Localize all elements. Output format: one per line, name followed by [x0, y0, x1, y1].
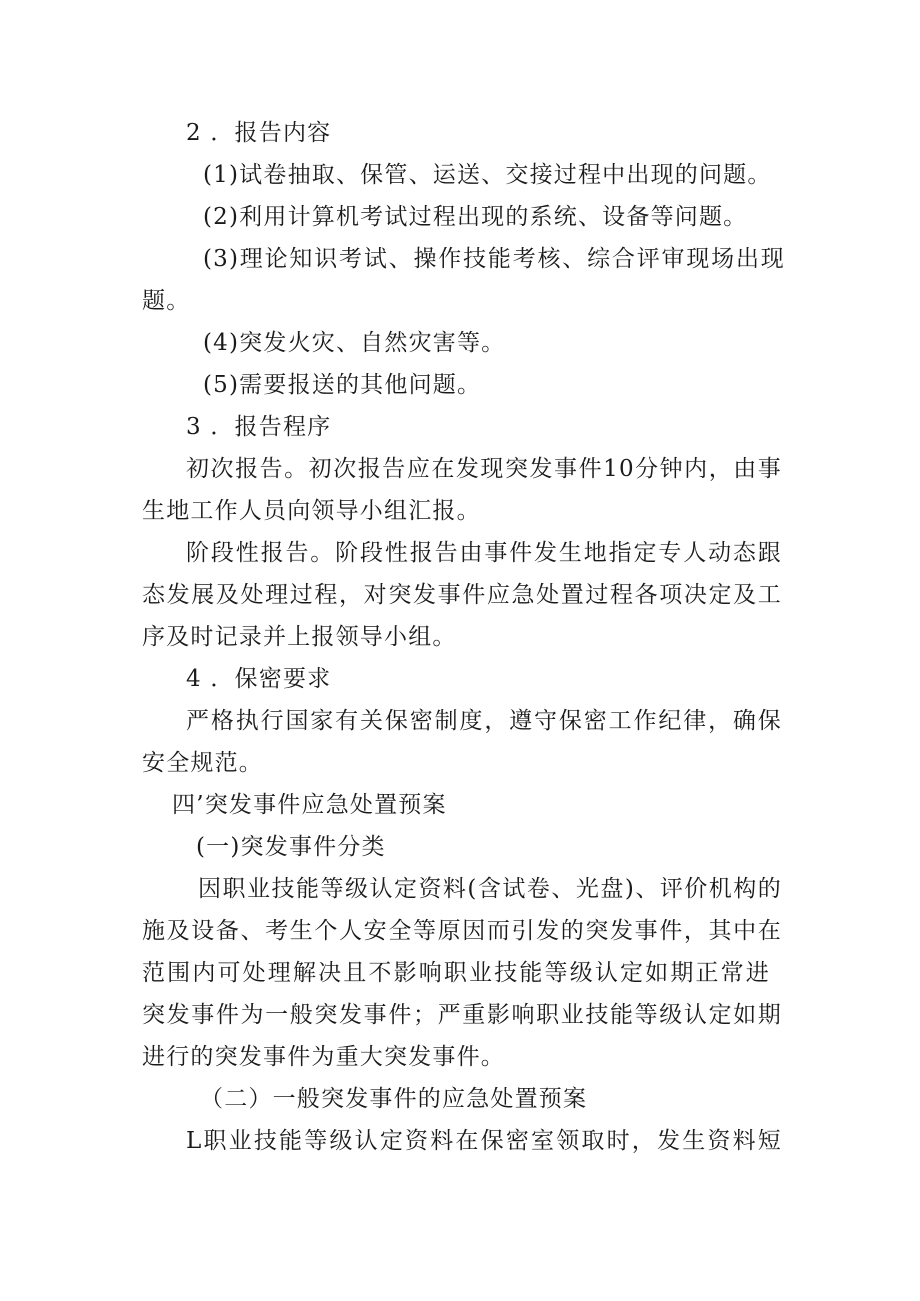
- paragraph-stage-report-line-2: 态发展及处理过程，对突发事件应急处置过程各项决定及工: [142, 582, 782, 608]
- paragraph-stage-report: 阶段性报告。阶段性报告由事件发生地指定专人动态跟: [186, 540, 782, 566]
- paragraph-classification-line-4: 突发事件为一般突发事件；严重影响职业技能等级认定如期: [142, 1002, 782, 1028]
- section-heading-4: 四’突发事件应急处置预案: [172, 792, 447, 818]
- subheading-classification: (一)突发事件分类: [196, 834, 386, 860]
- list-item-1: (1)试卷抽取、保管、运送、交接过程中出现的问题。: [203, 162, 772, 188]
- list-item-3: (3)理论知识考试、操作技能考核、综合评审现场出现: [203, 246, 785, 272]
- paragraph-initial-report: 初次报告。初次报告应在发现突发事件10分钟内，由事: [186, 456, 782, 482]
- heading-report-procedure: 3 ．报告程序: [186, 414, 332, 440]
- paragraph-classification-line-3: 范围内可处理解决且不影响职业技能等级认定如期正常进: [142, 960, 770, 986]
- paragraph-classification-line-2: 施及设备、考生个人安全等原因而引发的突发事件，其中在: [142, 918, 782, 944]
- heading-confidentiality: 4 ．保密要求: [186, 666, 332, 692]
- paragraph-classification: 因职业技能等级认定资料(含试卷、光盘)、评价机构的: [198, 876, 782, 902]
- paragraph-confidentiality-continued: 安全规范。: [142, 750, 263, 776]
- paragraph-plan-item-1: L职业技能等级认定资料在保密室领取时，发生资料短: [186, 1128, 782, 1154]
- list-item-4: (4)突发火灾、自然灾害等。: [203, 330, 506, 356]
- list-item-3-continued: 题。: [142, 288, 191, 314]
- heading-report-content: 2 ．报告内容: [186, 120, 332, 146]
- paragraph-confidentiality: 严格执行国家有关保密制度，遵守保密工作纪律，确保: [186, 708, 782, 734]
- paragraph-initial-report-continued: 生地工作人员向领导小组汇报。: [142, 498, 481, 524]
- subheading-general-emergency-plan: （二）一般突发事件的应急处置预案: [200, 1086, 588, 1112]
- list-item-5: (5)需要报送的其他问题。: [203, 372, 482, 398]
- list-item-2: (2)利用计算机考试过程出现的系统、设备等问题。: [203, 204, 748, 230]
- paragraph-classification-line-5: 进行的突发事件为重大突发事件。: [142, 1044, 505, 1070]
- paragraph-stage-report-line-3: 序及时记录并上报领导小组。: [142, 624, 457, 650]
